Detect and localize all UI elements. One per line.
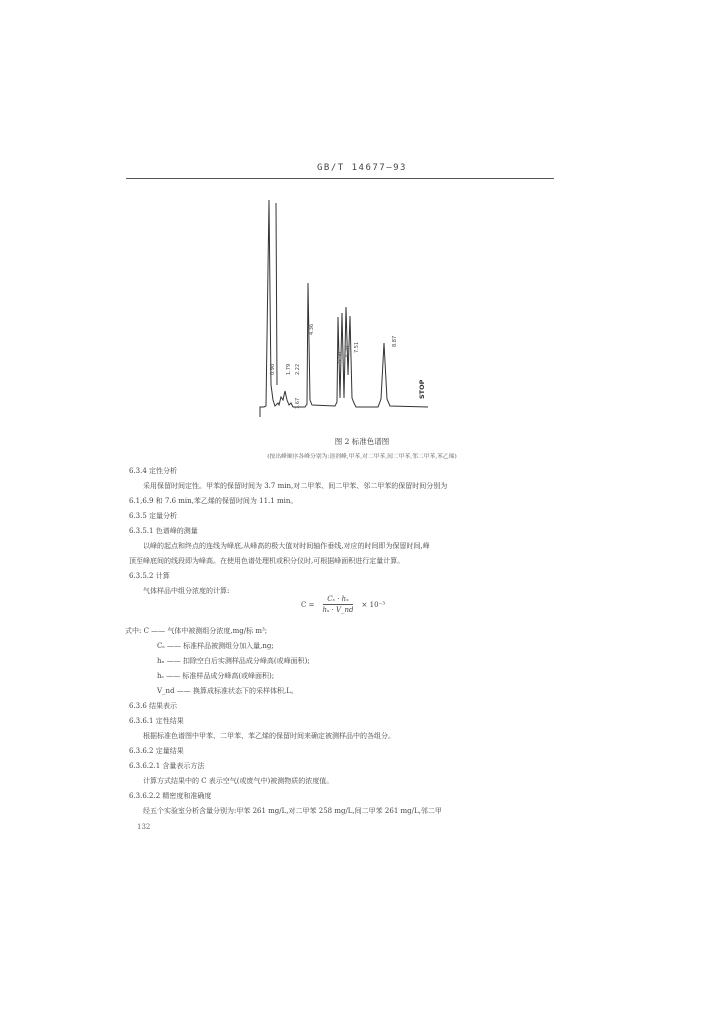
peak-label-1: 0.90 xyxy=(270,363,276,375)
formula-fraction xyxy=(318,595,357,614)
where-vnd: V_nd —— 换算成标准状态下的采样体积,L。 xyxy=(157,687,298,695)
section-6-3-4-text-2: 6.1,6.9 和 7.6 min,苯乙烯的保留时间为 11.1 min。 xyxy=(129,497,298,505)
section-6-3-5-1-text-2: 顶至峰底间的线段即为峰高。在使用色谱处理机或积分仪时,可根据峰面积进行定量计算。 xyxy=(129,557,405,565)
section-6-3-6-2-heading: 6.3.6.2 定量结果 xyxy=(129,747,184,755)
chromatogram-figure xyxy=(250,195,430,425)
section-6-3-6-2-2-heading: 6.3.6.2.2 精密度和准确度 xyxy=(129,792,212,800)
peak-label-6: 5.50 xyxy=(337,351,343,363)
header-rule xyxy=(126,178,554,179)
section-6-3-5-1-text-1: 以峰的起点和终点的连线为峰底,从峰高的极大值对时间轴作垂线,对应的时间即为保留时间,峰 xyxy=(143,542,430,550)
peak-label-9: 8.87 xyxy=(392,335,398,347)
section-6-3-4-heading: 6.3.4 定性分析 xyxy=(129,467,178,475)
page-number: 132 xyxy=(137,823,151,831)
where-hx: hₓ —— 扣除空白后实测样品成分峰高(或峰面积); xyxy=(157,657,310,665)
stop-label: STOP xyxy=(418,379,426,399)
peak-label-3: 2.22 xyxy=(295,363,301,375)
concentration-formula xyxy=(301,595,385,614)
formula-tail: × 10⁻³ xyxy=(361,600,386,609)
chromatogram-spike xyxy=(276,203,277,385)
section-6-3-6-heading: 6.3.6 结果表示 xyxy=(129,702,178,710)
section-6-3-5-heading: 6.3.5 定量分析 xyxy=(129,512,178,520)
peak-label-7: 6.28 xyxy=(345,345,351,357)
where-c: 式中: C —— 气体中被测组分浓度,mg/标 m³; xyxy=(125,627,268,635)
peak-label-2: 1.79 xyxy=(286,363,292,375)
peak-label-8: 7.51 xyxy=(354,341,360,353)
section-6-3-6-1-heading: 6.3.6.1 定性结果 xyxy=(129,717,184,725)
figure-note: (按出峰顺序各峰分别为:溶剂峰,甲苯,对二甲苯,间二甲苯,邻二甲苯,苯乙烯) xyxy=(267,454,457,460)
section-6-3-5-2-text: 气体样品中组分浓度的计算: xyxy=(143,587,230,595)
formula-lhs: C = xyxy=(301,600,315,609)
section-6-3-6-1-text: 根据标准色谱图中甲苯、二甲苯、苯乙烯的保留时间来确定被测样品中的各组分。 xyxy=(143,732,395,740)
section-6-3-6-2-1-text: 计算方式结果中的 C 表示空气(或废气中)被测物质的浓度值。 xyxy=(143,777,334,785)
section-6-3-5-2-heading: 6.3.5.2 计算 xyxy=(129,572,170,580)
formula-denominator: hₛ · V_nd xyxy=(322,606,354,614)
where-hs: hₛ —— 标准样品成分峰高(或峰面积); xyxy=(157,672,275,680)
standard-header: GB/T 14677—93 xyxy=(317,163,407,173)
peak-label-4: 1.67 xyxy=(295,397,301,409)
where-cs: Cₛ —— 标准样品被测组分加入量,ng; xyxy=(157,642,274,650)
peak-label-5: 4.36 xyxy=(309,323,315,335)
formula-numerator: Cₛ · hₓ xyxy=(323,595,352,605)
figure-caption: 图 2 标准色谱图 xyxy=(334,437,390,446)
section-6-3-4-text-1: 采用保留时间定性。甲苯的保留时间为 3.7 min,对二甲苯、间二甲苯、邻二甲苯的保留时间分别为 xyxy=(143,482,448,490)
chromatogram-trace xyxy=(260,200,428,417)
section-6-3-6-2-1-heading: 6.3.6.2.1 含量表示方法 xyxy=(129,762,205,770)
section-6-3-6-2-2-text: 经五个实验室分析含量分别为:甲苯 261 mg/L,对二甲苯 258 mg/L,间二甲苯 261 mg/L,邻二甲 xyxy=(143,807,442,815)
section-6-3-5-1-heading: 6.3.5.1 色谱峰的测量 xyxy=(129,527,198,535)
